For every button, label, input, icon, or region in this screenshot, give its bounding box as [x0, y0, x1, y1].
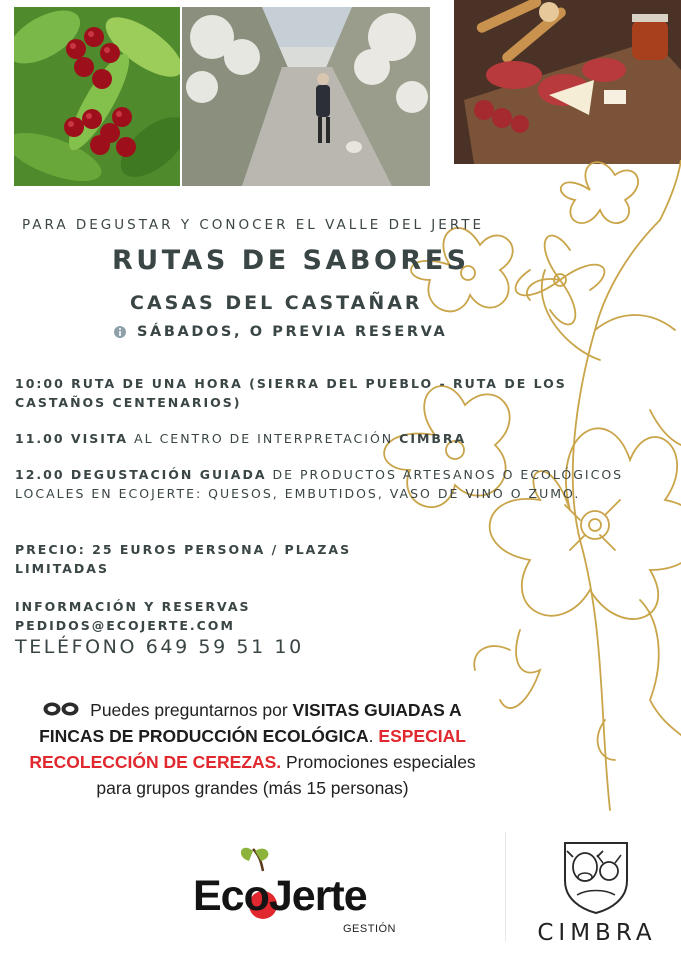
- intro-text: PARA DEGUSTAR Y CONOCER EL VALLE DEL JERTE: [22, 217, 484, 233]
- program-item-1: [15, 374, 655, 412]
- food-board-photo: [454, 0, 681, 164]
- ecojerte-logo: [193, 843, 408, 938]
- chat-bubbles-icon: [43, 702, 81, 717]
- promo-paragraph: [10, 697, 495, 801]
- promo-visits: VISITAS GUIADAS A FINCAS DE PRODUCCIÓN ECOLÓGICA: [39, 700, 462, 746]
- program-item-2-text: AL CENTRO DE INTERPRETACIÓN: [128, 431, 400, 446]
- program-item-1-text: RUTA DE UNA HORA (SIERRA DEL PUEBLO - RUTA DE LOS CASTAÑOS CENTENARIOS): [15, 376, 567, 410]
- cow-goat-crest-icon: [557, 837, 635, 915]
- schedule-line: [113, 324, 447, 340]
- logo-divider: [505, 832, 506, 942]
- cimbra-logo: [515, 832, 675, 950]
- page-title: RUTAS DE SABORES: [112, 245, 470, 276]
- promo-cherry-harvest: ESPECIAL RECOLECCIÓN DE CEREZAS.: [29, 726, 466, 772]
- program-item-2-title: 11.00 VISITA: [15, 431, 129, 446]
- price-text: PRECIO: 25 EUROS PERSONA / PLAZAS LIMITADAS: [15, 542, 352, 576]
- location-subtitle: CASAS DEL CASTAÑAR: [130, 292, 423, 314]
- promo-text-1: Puedes preguntarnos por: [85, 700, 293, 720]
- program-item-2-place: CIMBRA: [399, 431, 467, 446]
- promo-sep: .: [368, 726, 379, 746]
- program-item-3: [15, 465, 655, 503]
- program-item-1-time: 10:00: [15, 376, 65, 391]
- phone-number[interactable]: TELÉFONO 649 59 51 10: [15, 636, 304, 658]
- cimbra-name: CIMBRA: [537, 920, 657, 946]
- email-link[interactable]: PEDIDOS@ECOJERTE.COM: [15, 618, 235, 633]
- ecojerte-sub: GESTIÓN: [343, 923, 397, 935]
- schedule-text: SÁBADOS, O PREVIA RESERVA: [137, 324, 448, 340]
- promo-groups: Promociones especiales para grupos grandes (más 15 personas): [96, 752, 476, 798]
- info-label: INFORMACIÓN Y RESERVAS: [15, 599, 251, 614]
- cherries-photo: [14, 7, 180, 186]
- program-item-3-text: DE PRODUCTOS ARTESANOS O ECOLÓGICOS LOCALES EN ECOJERTE: QUESOS, EMBUTIDOS, VASO DE VINO O ZUMO.: [15, 467, 624, 501]
- ecojerte-name: EcoJerte: [193, 872, 367, 920]
- program-item-3-title: 12.00 DEGUSTACIÓN GUIADA: [15, 467, 267, 482]
- info-icon: [113, 325, 127, 339]
- program-item-2: [15, 429, 655, 448]
